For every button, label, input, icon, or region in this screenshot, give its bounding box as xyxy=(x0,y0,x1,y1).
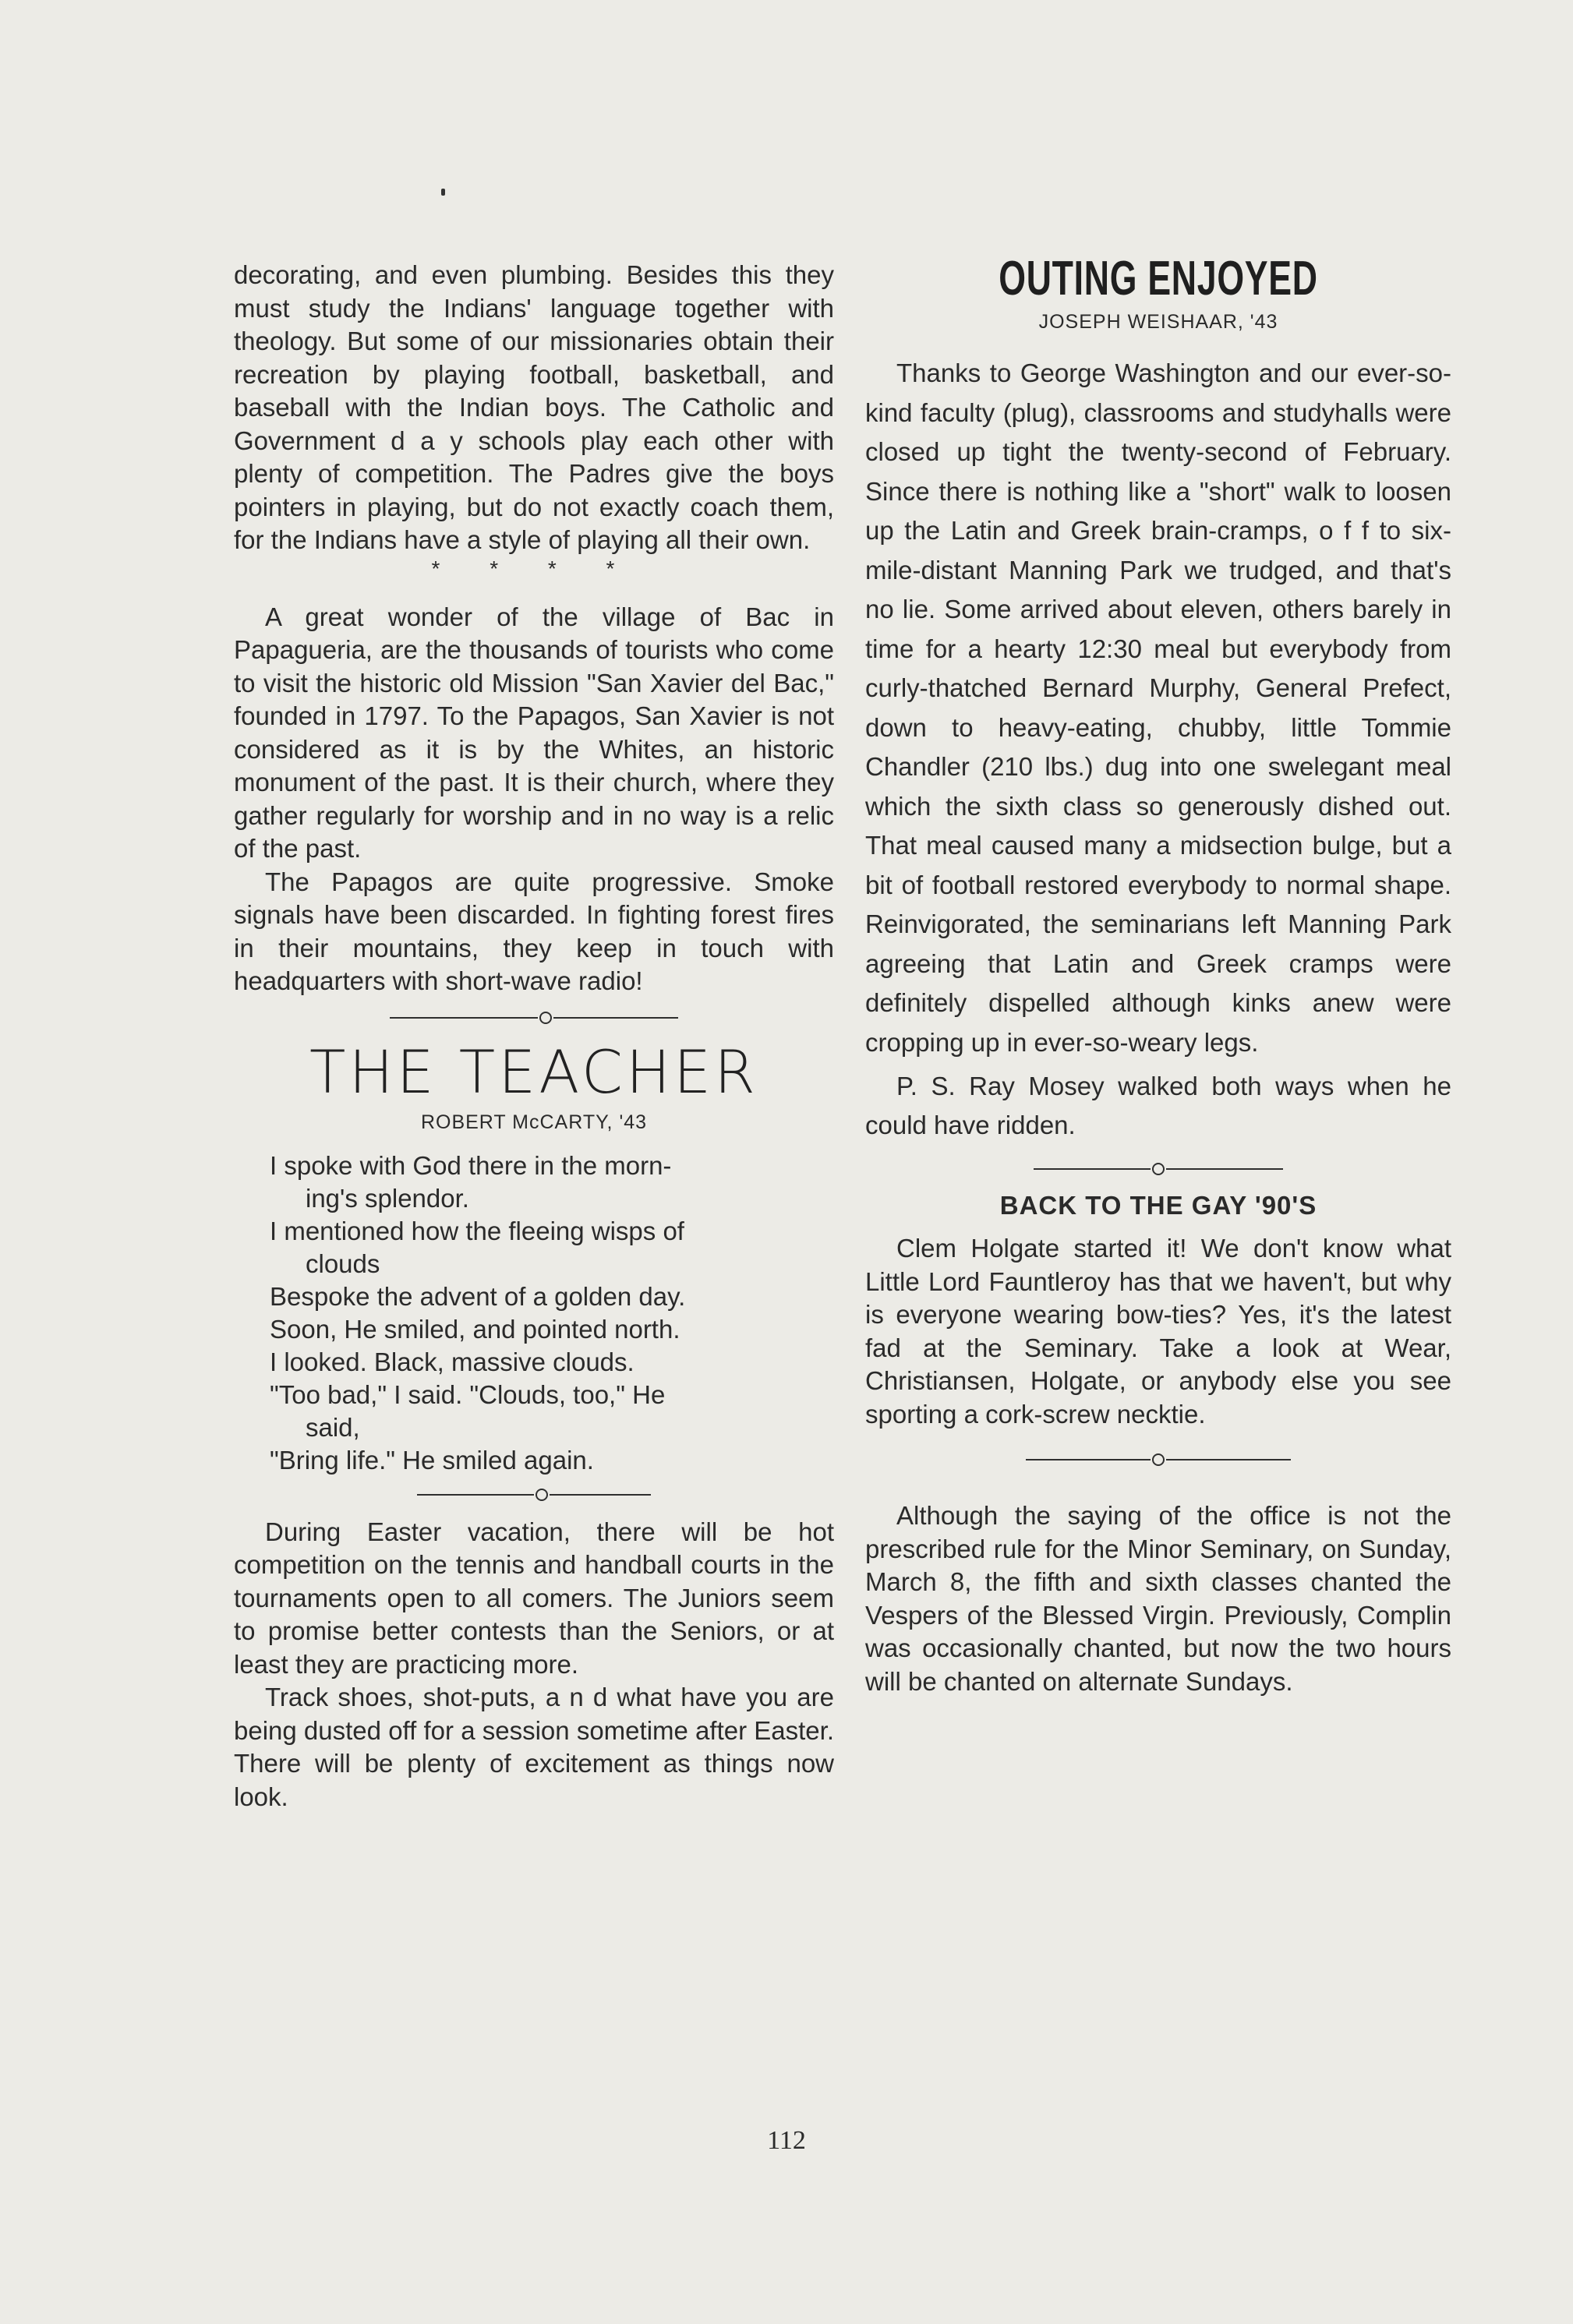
section-separator-stars: * * * * xyxy=(431,556,637,581)
right-paragraph-1: Thanks to George Washington and our ever-so-kind faculty (plug), classrooms and studyhalls were closed up tight the twenty-second of February. Since there is nothing like a "short" walk to loosen up the Latin and Greek brain-cramps, o f f to six-mile-distant Manning Park we trudged, and that's no lie. Some arrived about eleven, others barely in time for a hearty 12:30 meal but everybody from curly-thatched Bernard Murphy, General Prefect, down to heavy-eating, chubby, little Tommie Chandler (210 lbs.) dug into one swelegant meal which the sixth class so generously dished out. That meal caused many a midsection bulge, but a bit of football restored everybody to normal shape. Reinvigorated, the seminarians left Manning Park agreeing that Latin and Greek cramps were definitely dispelled although kinks anew were cropping up in ever-so-weary legs. xyxy=(865,358,1451,1057)
right-paragraph-3: Clem Holgate started it! We don't know what Little Lord Fauntleroy has that we haven't, but why is everyone wearing bow-ties? Yes, it's the latest fad at the Seminary. Take a look at Wear, Christiansen, Holgate, or anybody else you see sporting a cork-screw necktie. xyxy=(865,1234,1451,1429)
divider xyxy=(865,1160,1451,1178)
divider xyxy=(234,1009,834,1026)
left-paragraph-1: decorating, and even plumbing. Besides this they must study the Indians' language together with theology. But some of our missionaries obtain their recreation by playing football, basketball, and baseball with the Indian boys. The Catholic and Government d a y schools play each other with plenty of competition. The Padres give the boys pointers in playing, but do not exactly coach them, for the Indians have a style of playing all their own. xyxy=(234,260,834,554)
right-paragraph-2: P. S. Ray Mosey walked both ways when he could have ridden. xyxy=(865,1072,1451,1139)
poem-line: I looked. Black, massive clouds. xyxy=(270,1347,635,1376)
left-paragraph-5: Track shoes, shot-puts, a n d what have you are being dusted off for a session sometime after Easter. There will be plenty of excitement as things now look. xyxy=(234,1683,834,1811)
poem-line: "Too bad," I said. "Clouds, too," He xyxy=(270,1379,666,1409)
poem-line: said, xyxy=(306,1412,360,1442)
poem-line: I spoke with God there in the morn- xyxy=(270,1150,672,1180)
article-title-the-teacher: THE TEACHER xyxy=(309,1037,758,1107)
left-paragraph-4: During Easter vacation, there will be hot competition on the tennis and handball courts in the tournaments open to all comers. The Juniors seem to promise better contests than the Seniors, or at least they are practicing more. xyxy=(234,1517,834,1679)
right-column xyxy=(865,251,1451,1698)
poem-line: clouds xyxy=(306,1249,380,1278)
article-title-outing-enjoyed: OUTING ENJOYED xyxy=(999,252,1318,306)
poem-line: Soon, He smiled, and pointed north. xyxy=(270,1314,680,1344)
left-paragraph-3: The Papagos are quite progressive. Smoke signals have been discarded. In fighting forest fires in their mountains, they keep in touch with headquarters with short-wave radio! xyxy=(234,867,834,995)
poem-line: I mentioned how the fleeing wisps of xyxy=(270,1216,684,1245)
article-byline-robert-mccarty: ROBERT McCARTY, '43 xyxy=(420,1111,648,1133)
left-column xyxy=(234,259,834,1814)
poem-line: ing's splendor. xyxy=(306,1183,469,1213)
divider xyxy=(234,1486,834,1503)
left-paragraph-2: A great wonder of the village of Bac in Papagueria, are the thousands of tourists who come to visit the historic old Mission "San Xavier del Bac," founded in 1797. To the Papagos, San Xavier is not considered as it is by the Whites, an historic monument of the past. It is their church, where they gather regularly for worship and in no way is a relic of the past. xyxy=(234,602,834,863)
ink-speck xyxy=(441,189,445,196)
poem-line: Bespoke the advent of a golden day. xyxy=(270,1281,686,1311)
right-paragraph-4: Although the saying of the office is not the prescribed rule for the Minor Seminary, on Sunday, March 8, the fifth and sixth classes chanted the Vespers of the Blessed Virgin. Previously, Complin was occasionally chanted, but now the two hours will be chanted on alternate Sundays. xyxy=(865,1501,1451,1696)
divider xyxy=(865,1451,1451,1468)
poem-the-teacher xyxy=(270,1150,834,1477)
page-number: 112 xyxy=(767,2126,806,2155)
article-title-back-to-the-gay-90s: BACK TO THE GAY '90'S xyxy=(999,1191,1317,1220)
poem-line: "Bring life." He smiled again. xyxy=(270,1445,594,1475)
article-byline-joseph-weishaar: JOSEPH WEISHAAR, '43 xyxy=(1038,311,1278,333)
